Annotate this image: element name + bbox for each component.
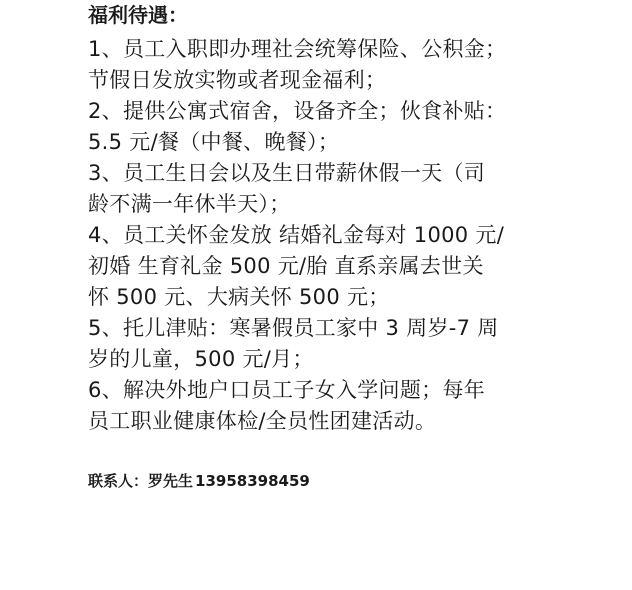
text-line: 6、解决外地户口员工子女入学问题；每年 (88, 378, 486, 402)
document-title: 福利待遇： (88, 3, 188, 27)
contact-name: 罗先生 (148, 472, 194, 490)
contact-line (88, 469, 310, 493)
text-line: 5、托儿津贴：寒暑假员工家中 3 周岁-7 周 (88, 316, 499, 340)
contact-label: 联系人： (88, 472, 149, 490)
text-line: 2、提供公寓式宿舍，设备齐全；伙食补贴： (88, 99, 507, 123)
text-line: 3、员工生日会以及生日带薪休假一天（司 (88, 161, 486, 185)
text-line: 员工职业健康体检/全员性团建活动。 (88, 409, 437, 433)
text-line: 怀 500 元、大病关怀 500 元； (88, 285, 390, 309)
text-line: 节假日发放实物或者现金福利； (88, 68, 387, 92)
welfare-list (88, 34, 506, 437)
text-line: 1、员工入职即办理社会统筹保险、公积金； (88, 37, 507, 61)
text-line: 4、员工关怀金发放 结婚礼金每对 1000 元/ (88, 223, 505, 247)
text-line: 岁的儿童，500 元/月； (88, 347, 314, 371)
text-line: 初婚 生育礼金 500 元/胎 直系亲属去世关 (88, 254, 484, 278)
text-line: 龄不满一年休半天）； (88, 192, 291, 216)
contact-phone: 13958398459 (195, 472, 310, 490)
text-line: 5.5 元/餐（中餐、晚餐）； (88, 130, 340, 154)
